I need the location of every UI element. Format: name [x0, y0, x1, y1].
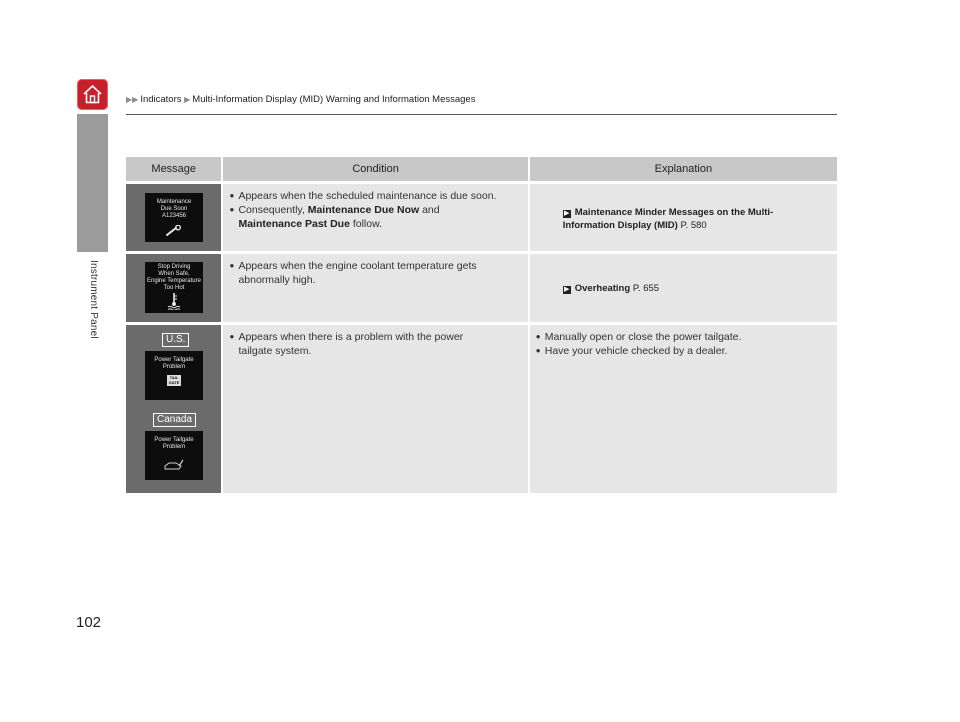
- screen-text: Engine Temperature: [147, 278, 201, 284]
- table-row: [126, 184, 837, 251]
- breadcrumb-arrow-icon: ▶▶: [126, 95, 139, 104]
- screen-text: Power Tailgate: [154, 437, 194, 443]
- list-item: [229, 203, 521, 231]
- table-header: [126, 157, 837, 181]
- breadcrumb-parent-link[interactable]: Indicators: [140, 94, 182, 105]
- list-item: ● Appears when the scheduled maintenance is due soon.: [229, 189, 521, 203]
- list-item: ● Manually open or close the power tailgate.: [536, 330, 831, 344]
- icon-text: GATE: [168, 380, 180, 385]
- xref-title: Information Display (MID): [562, 220, 678, 231]
- cross-reference-link[interactable]: [563, 282, 659, 295]
- xref-page: P. 580: [680, 220, 707, 231]
- screen-text: Problem: [162, 444, 186, 450]
- mid-screen-tailgate-canada: [145, 431, 203, 480]
- xref-title: Maintenance Minder Messages on the Multi-: [574, 207, 774, 218]
- coolant-temperature-icon: [166, 292, 182, 310]
- mid-screen-overheat: [145, 262, 203, 313]
- list-item: [229, 330, 521, 358]
- condition-text: and: [419, 204, 440, 216]
- xref-title: Overheating: [574, 283, 631, 294]
- list-item: [229, 259, 521, 287]
- home-button[interactable]: [77, 79, 108, 110]
- screen-text: Too Hot: [163, 285, 185, 291]
- wrench-icon: [165, 225, 183, 237]
- message-cell: [126, 184, 223, 251]
- condition-text: Consequently,: [238, 204, 308, 216]
- page-number: 102: [76, 614, 102, 631]
- condition-text: Appears when the engine coolant temperature gets: [238, 260, 477, 272]
- breadcrumb-current: Multi-Information Display (MID) Warning and Information Messages: [192, 94, 476, 105]
- explanation-cell: [530, 325, 837, 493]
- screen-text: When Safe,: [158, 271, 190, 277]
- messages-table: [126, 157, 837, 493]
- mid-screen-tailgate-us: [145, 351, 203, 400]
- tailgate-text-icon: [167, 375, 181, 386]
- header-divider: [126, 114, 837, 115]
- region-badge-us: U.S.: [162, 333, 189, 347]
- condition-cell: [223, 325, 529, 493]
- condition-text: abnormally high.: [238, 274, 316, 286]
- condition-cell: [223, 254, 529, 322]
- message-cell: [126, 325, 223, 493]
- screen-text: Stop Driving: [157, 264, 191, 270]
- header-message: Message: [126, 157, 223, 181]
- header-condition: Condition: [223, 157, 529, 181]
- screen-text: A123456: [161, 213, 187, 219]
- region-badge-canada: Canada: [153, 413, 196, 427]
- condition-text: Appears when there is a problem with the power: [238, 331, 464, 343]
- mid-screen-maintenance: [145, 193, 203, 242]
- section-label: Instrument Panel: [88, 260, 99, 339]
- message-cell: [126, 254, 223, 322]
- screen-text: Due Soon: [160, 206, 188, 212]
- header-explanation: Explanation: [654, 163, 713, 175]
- list-item: ● Have your vehicle checked by a dealer.: [536, 344, 831, 358]
- icon-text: TAIL: [169, 375, 179, 380]
- screen-text: Maintenance: [156, 199, 192, 205]
- table-row: [126, 325, 837, 493]
- message-name: Maintenance Due Now: [307, 204, 420, 216]
- section-tab[interactable]: [77, 116, 108, 252]
- cross-reference-arrow-icon: ▶: [564, 210, 570, 217]
- home-icon: [81, 83, 104, 106]
- table-row: [126, 254, 837, 322]
- breadcrumb: [126, 94, 475, 105]
- condition-text: follow.: [349, 218, 383, 230]
- message-name: Maintenance Past Due: [238, 218, 350, 230]
- explanation-cell: [530, 184, 837, 251]
- condition-cell: [223, 184, 529, 251]
- xref-page: P. 655: [632, 283, 660, 294]
- cross-reference-arrow-icon: ▶: [564, 286, 570, 293]
- screen-text: Power Tailgate: [154, 357, 194, 363]
- open-tailgate-icon: [164, 459, 184, 471]
- breadcrumb-separator-icon: ▶: [184, 95, 191, 104]
- condition-text: tailgate system.: [238, 345, 312, 357]
- cross-reference-link[interactable]: [563, 206, 773, 232]
- explanation-cell: [530, 254, 837, 322]
- screen-text: Problem: [162, 364, 186, 370]
